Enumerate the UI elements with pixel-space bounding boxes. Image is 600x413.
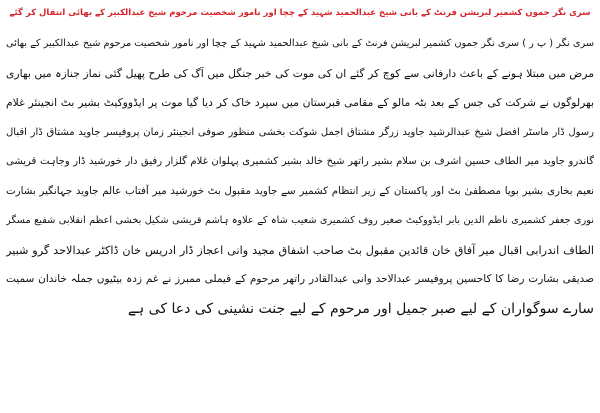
body-line-5: گاندرو جاوید میر الطاف حسین اشرف بن سلام بشیر راتھر شیخ خالد بشیر کشمیری پہلوان غلام گلزار رفیق دار خورشید ڈار وجاہت قریشی [6,156,594,167]
body-line-2: مرض میں مبتلا ہونے کے باعث دارفانی سے کوچ کر گئے ان کی موت کی خبر جنگل میں آگ کی طرح پھیل گئی نماز جنازہ میں بھاری [6,66,594,80]
body-line-1: سری نگر ( پ ر ) سری نگر جموں کشمیر لبریشن فرنٹ کے بانی شیخ عبدالحمید شہید کے چچا اور نامور شخصیت مرحوم شیخ عبدالکبیر کے بھائی [6,38,594,49]
body-line-7: نوری جعفر کشمیری ناظم الدین بابر ایڈووکیٹ صغیر روف کشمیری شعیب شاہ کے علاوہ ہاشم قریشی شکیل بخشی اعظم انقلابی شفیع مسگر [6,215,594,226]
body-line-10: سارے سوگواران کے لیے صبر جمیل اور مرحوم کے لیے جنت نشینی کی دعا کی ہے [127,300,594,317]
body-line-8: الطاف اندرابی اقبال میر آفاق خان قائدین مقبول بٹ صاحب اشفاق مجید وانی اعجاز ڈار ادریس خان ڈاکٹر عبدالاحد گرو شبیر [6,243,594,257]
body-line-3: بھرلوگوں نے شرکت کی جس کے بعد بٹہ مالو کے مقامی قبرستان میں سپرد خاک کر دیا گیا موت پر ایڈووکیٹ بشیر بٹ انجینئر غلام [6,96,594,109]
body-line-6: نعیم بخاری بشیر بویا مصطفیٰ بٹ اور پاکستان کے زیر انتظام کشمیر سے جاوید مقبول بٹ خورشید میر آفتاب عالم جاوید جہانگیر بشارت [6,184,594,197]
body-line-9: صدیقی بشارت رضا کا کاحسین پروفیسر عبدالاحد وانی عبدالقادر راتھر مرحوم کے فیملی ممبرز نے غم زدہ بیٹیوں جملہ خاندان سمیت [6,273,594,285]
article-headline: سری نگر جموں کشمیر لبریشن فرنٹ کے بانی شیخ عبدالحمید شہید کے چچا اور نامور شخصیت مرحوم شیخ عبدالکبیر کے بھائی انتقال کر گئے [9,8,591,18]
article-body [6,29,594,324]
body-line-4: رسول ڈار ماسٹر افضل شیخ عبدالرشید جاوید زرگر مشتاق اجمل شوکت بخشی منظور صوفی انجینئر زمان پروفیسر جاوید مشتاق ڈار اقبال [6,126,594,138]
